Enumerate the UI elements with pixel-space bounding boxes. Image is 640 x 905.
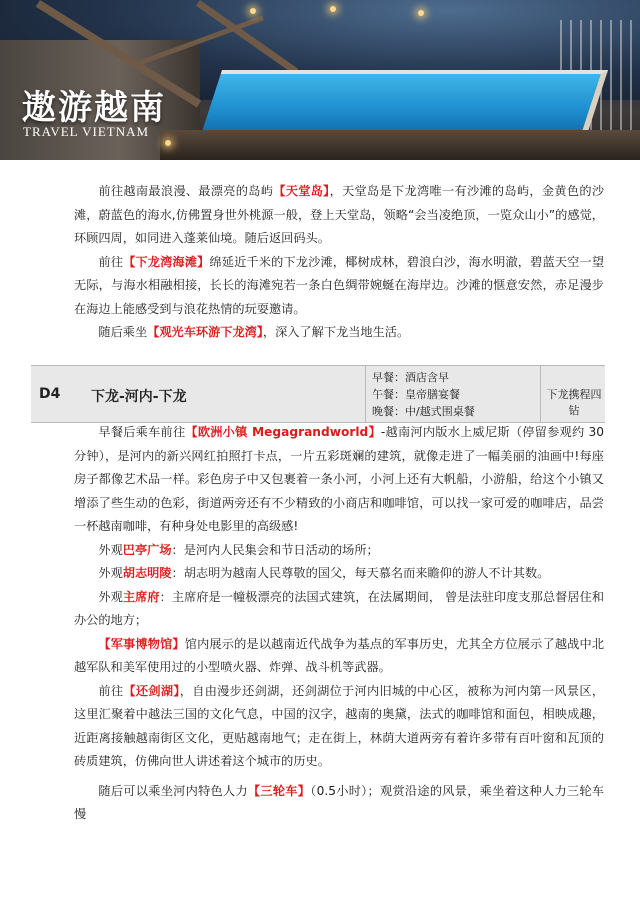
- banner-lamp: [165, 140, 171, 146]
- paragraph: [74, 586, 604, 633]
- banner-lamp: [418, 10, 424, 16]
- text-run: 馆内展示的是以越南近代战争为基点的军事历史，尤其全方位展示了越战中北越军队和美军使用过的小型喷火器、炸弹、战斗机等武器。: [74, 636, 605, 674]
- text-run: 外观: [98, 589, 123, 604]
- paragraph: [74, 180, 604, 251]
- text-run: ，深入了解下龙当地生活。: [262, 325, 410, 339]
- banner-lamp: [250, 8, 256, 14]
- text-run: ：是河内人民集会和节日活动的场所；: [171, 542, 379, 557]
- day-hotel: 下龙携程四钻: [546, 388, 602, 417]
- text-run: （0.5小时）；观赏沿途的风景，乘坐着这种人力三轮车慢: [74, 783, 605, 821]
- highlight-text: 【军事博物馆】: [98, 636, 185, 651]
- text-run: 外观: [98, 542, 123, 557]
- banner-deck: [160, 130, 640, 160]
- paragraph: [74, 251, 604, 322]
- text-run: -越南河内版水上威尼斯（停留参观约 30 分钟），是河内的新兴网红拍照打卡点，一片五彩斑斓的建筑，就像走进了一幅美丽的油画中!每座房子都像艺术品一样。彩色房子中又包裹着一条小河，小河上还有大帆船，小游船，给这个小镇又增添了些生动的色彩，街道两旁还有不少精致的小商店和咖啡馆，可以找一家可爱的咖啡店，品尝一杯越南咖啡，有种身处电影里的高级感!: [74, 425, 605, 533]
- day-meals: [365, 366, 541, 422]
- highlight-text: 【观光车环游下龙湾】: [147, 325, 263, 339]
- day-header: [31, 365, 605, 423]
- paragraph: [74, 539, 604, 563]
- header-banner: [0, 0, 640, 160]
- paragraph: [74, 633, 604, 680]
- page-title: 遨游越南: [22, 88, 166, 128]
- page-subtitle: TRAVEL VIETNAM: [23, 124, 150, 139]
- text-run: 外观: [98, 566, 123, 580]
- highlight-text: 【还剑湖】: [123, 683, 180, 698]
- text-run: 前往越南最浪漫、最漂亮的岛屿: [98, 184, 274, 198]
- day-route: 下龙-河内-下龙: [91, 389, 187, 405]
- text-run: 早餐后乘车前往: [98, 425, 186, 439]
- text-run: 前往: [98, 683, 124, 698]
- day-body: [74, 421, 604, 827]
- text-run: ：主席府是一幢极漂亮的法国式建筑，在法属期间， 曾是法驻印度支那总督居住和办公的地方；: [74, 589, 605, 627]
- highlight-text: 【下龙湾海滩】: [123, 254, 210, 269]
- highlight-text: 【三轮车】: [247, 783, 311, 798]
- highlight-text: 【欧洲小镇 Megagrandworld】: [185, 425, 381, 439]
- meal-dinner: 晚餐：中/越式围桌餐: [372, 405, 475, 418]
- highlight-text: 巴亭广场: [122, 542, 172, 557]
- highlight-text: 胡志明陵: [122, 566, 172, 580]
- paragraph: [74, 680, 604, 774]
- text-run: ，天堂岛是下龙湾唯一有沙滩的岛屿，金黄色的沙滩，蔚蓝色的海水,仿佛置身世外桃源一般，登上天堂岛，领略“会当凌绝顶，一览众山小”的感觉，环顾四周，如同进入蓬莱仙境。随后返回码头。: [74, 184, 605, 245]
- meal-lunch: 午餐：皇帝膳宴餐: [372, 388, 460, 401]
- text-run: ，自由漫步还剑湖，还剑湖位于河内旧城的中心区，被称为河内第一风景区，这里汇聚着中越法三国的文化气息，中国的汉字，越南的奥黛，法式的咖啡馆和面包，相映成趣，近距离接触越南街区文化，更贴越南地气；走在街上，林荫大道两旁有着许多带有百叶窗和瓦顶的砖质建筑，仿佛向世人讲述着这个城市的历史。: [74, 683, 605, 768]
- intro-section: [74, 180, 604, 345]
- text-run: 绵延近千米的下龙沙滩，椰树成林，碧浪白沙，海水明澈，碧蓝天空一望无际，与海水相融相接，长长的海滩宛若一条白色绸带婉蜒在海岸边。沙滩的惬意安然，赤足漫步在海边上能感受到与浪花热情的玩耍邀请。: [74, 254, 605, 316]
- paragraph: [74, 562, 604, 586]
- text-run: 随后可以乘坐河内特色人力: [98, 783, 248, 798]
- highlight-text: 【天堂岛】: [273, 184, 330, 198]
- day-code: D4: [39, 386, 61, 402]
- text-run: 前往: [98, 254, 124, 269]
- paragraph: [74, 780, 604, 827]
- highlight-text: 主席府: [122, 589, 160, 604]
- text-run: 随后乘坐: [98, 325, 148, 339]
- paragraph: [74, 321, 604, 345]
- meal-breakfast: 早餐：酒店含早: [372, 371, 449, 384]
- text-run: ：胡志明为越南人民尊敬的国父，每天慕名而来瞻仰的游人不计其数。: [171, 566, 550, 580]
- paragraph: [74, 421, 604, 539]
- banner-lamp: [330, 6, 336, 12]
